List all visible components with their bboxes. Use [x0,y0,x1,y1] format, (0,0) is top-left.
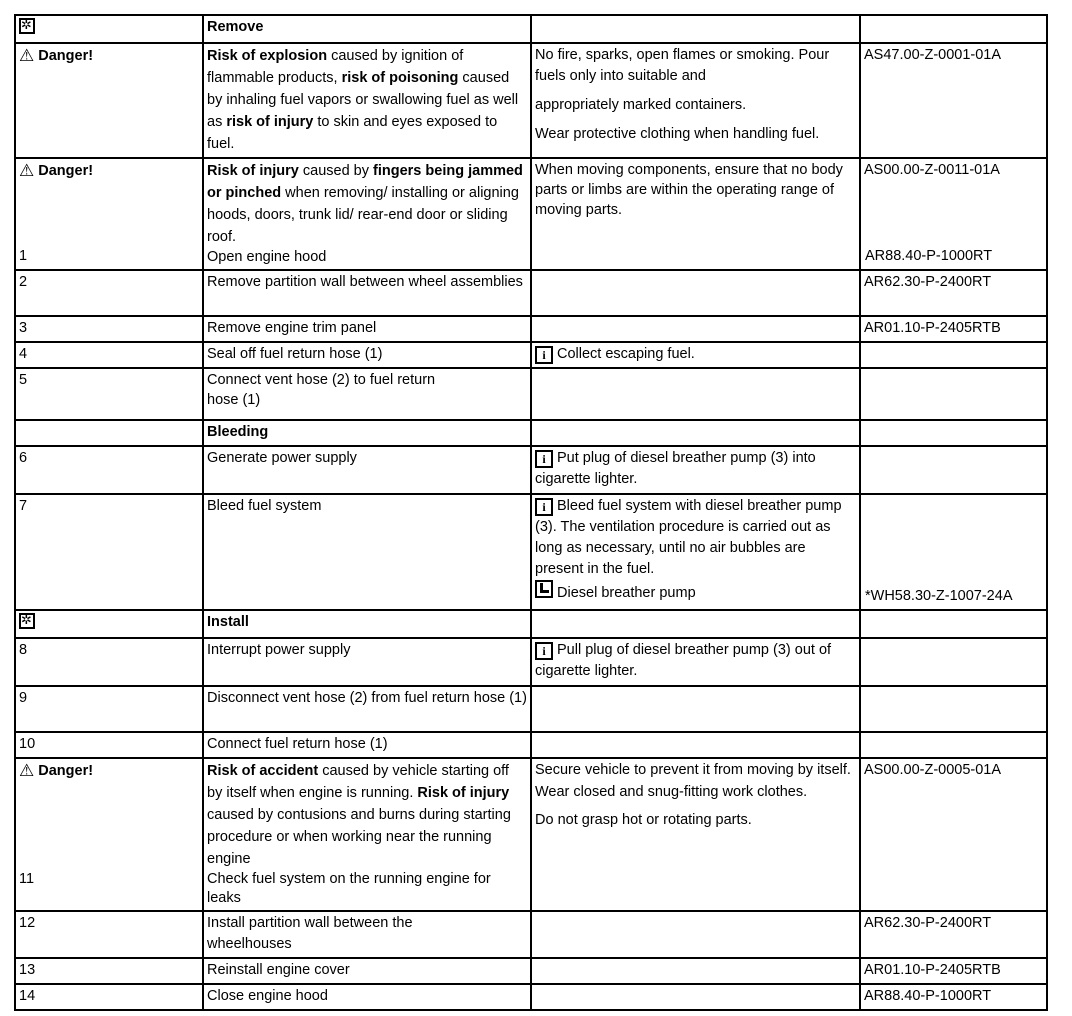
warning-triangle-icon: ⚠ [19,761,35,780]
step-text: Check fuel system on the running engine for leaks [207,871,491,906]
step-number: 4 [15,342,203,368]
step-row [15,732,1047,758]
section-icon-cell [15,610,203,638]
step-number: 14 [15,984,203,1010]
tool-name: Diesel breather pump [557,585,696,601]
step-note: i Pull plug of diesel breather pump (3) out of cigarette lighter. [531,638,860,686]
step-text: Interrupt power supply [203,638,531,686]
step-row [15,984,1047,1010]
step-row [15,368,1047,420]
danger-label-cell [15,758,203,911]
procedure-sheet [14,14,1048,1011]
step-number: 11 [19,871,35,887]
component-symbol-icon [19,613,35,629]
step-row [15,686,1047,732]
danger-measures-jammed: When moving components, ensure that no body parts or limbs are within the operating range of moving parts. [531,158,860,270]
step-number: 12 [15,911,203,958]
step-row [15,494,1047,610]
step-number: 3 [15,316,203,342]
info-icon: i [535,642,553,660]
section-title-bleeding: Bleeding [203,420,531,446]
step-row [15,270,1047,316]
danger-label: Danger! [38,163,94,179]
step-text: Connect vent hose (2) to fuel return hose (1) [203,368,531,420]
step-number: 7 [15,494,203,610]
step-text: Reinstall engine cover [203,958,531,984]
danger-row-jammed [15,158,1047,270]
step-row [15,958,1047,984]
danger-ref-jammed: AS00.00-Z-0011-01A AR88.40-P-1000RT [860,158,1047,270]
section-row-remove [15,15,1047,43]
danger-text-explosion: Risk of explosion caused by ignition of flammable products, risk of poisoning caused by inhaling fuel vapors or swallowing fuel as well as risk of injury to skin and eyes exposed to fuel. [203,43,531,158]
section-title-remove: Remove [203,15,531,43]
step-ref: AR62.30-P-2400RT [860,911,1047,958]
step-ref: AR88.40-P-1000RT [860,984,1047,1010]
danger-label-cell [15,43,203,158]
step-row [15,911,1047,958]
info-icon: i [535,498,553,516]
warning-triangle-icon: ⚠ [19,161,35,180]
special-tool-icon [535,580,553,598]
step-ref: AR88.40-P-1000RT [865,248,993,264]
step-text: Disconnect vent hose (2) from fuel return hose (1) [203,686,531,732]
step-text: Bleed fuel system [203,494,531,610]
step-number: 6 [15,446,203,494]
step-number: 5 [15,368,203,420]
danger-label: Danger! [38,763,94,779]
step-row [15,446,1047,494]
step-row [15,316,1047,342]
step-row [15,342,1047,368]
danger-label: Danger! [38,48,94,64]
step-ref: AR01.10-P-2405RTB [860,316,1047,342]
danger-label-cell [15,158,203,270]
step-text: Seal off fuel return hose (1) [203,342,531,368]
step-text: Remove partition wall between wheel assemblies [203,270,531,316]
step-text: Remove engine trim panel [203,316,531,342]
tool-ref: *WH58.30-Z-1007-24A [865,588,1013,604]
step-text: Open engine hood [207,249,327,265]
info-icon: i [535,346,553,364]
danger-measures-explosion: No fire, sparks, open flames or smoking. Pour fuels only into suitable and appropriately marked containers. Wear protective clothing when handling fuel. [531,43,860,158]
component-symbol-icon [19,18,35,34]
danger-measures-accident: Secure vehicle to prevent it from moving by itself. Wear closed and snug-fitting work clothes. Do not grasp hot or rotating parts. [531,758,860,911]
step-number: 8 [15,638,203,686]
step-row [15,638,1047,686]
step-text: Connect fuel return hose (1) [203,732,531,758]
danger-row-accident [15,758,1047,911]
section-title-install: Install [203,610,531,638]
section-row-install [15,610,1047,638]
step-number: 9 [15,686,203,732]
step-text: Generate power supply [203,446,531,494]
step-note: i Put plug of diesel breather pump (3) into cigarette lighter. [531,446,860,494]
info-icon: i [535,450,553,468]
step-note: i Bleed fuel system with diesel breather pump (3). The ventilation procedure is carried out as long as necessary, until no air bubbles are present in the fuel. Diesel breather pump [531,494,860,610]
section-icon-cell [15,15,203,43]
step-number: 10 [15,732,203,758]
section-row-bleeding [15,420,1047,446]
procedure-table [14,14,1048,1011]
step-text: Close engine hood [203,984,531,1010]
danger-ref-accident: AS00.00-Z-0005-01A [860,758,1047,911]
step-number: 2 [15,270,203,316]
warning-triangle-icon: ⚠ [19,46,35,65]
step-ref: AR01.10-P-2405RTB [860,958,1047,984]
step-text: Install partition wall between the wheelhouses [203,911,531,958]
danger-ref-explosion: AS47.00-Z-0001-01A [860,43,1047,158]
danger-row-explosion [15,43,1047,158]
step-ref: AR62.30-P-2400RT [860,270,1047,316]
step-number: 1 [19,248,28,264]
step-note: i Collect escaping fuel. [531,342,860,368]
danger-text-accident: Risk of accident caused by vehicle starting off by itself when engine is running. Risk of injury caused by contusions and burns during starting procedure or when working near the running engine Check fuel system on the running engine for leaks [203,758,531,911]
step-number: 13 [15,958,203,984]
danger-text-jammed: Risk of injury caused by fingers being jammed or pinched when removing/ installing or aligning hoods, doors, trunk lid/ rear-end door or sliding roof. Open engine hood [203,158,531,270]
